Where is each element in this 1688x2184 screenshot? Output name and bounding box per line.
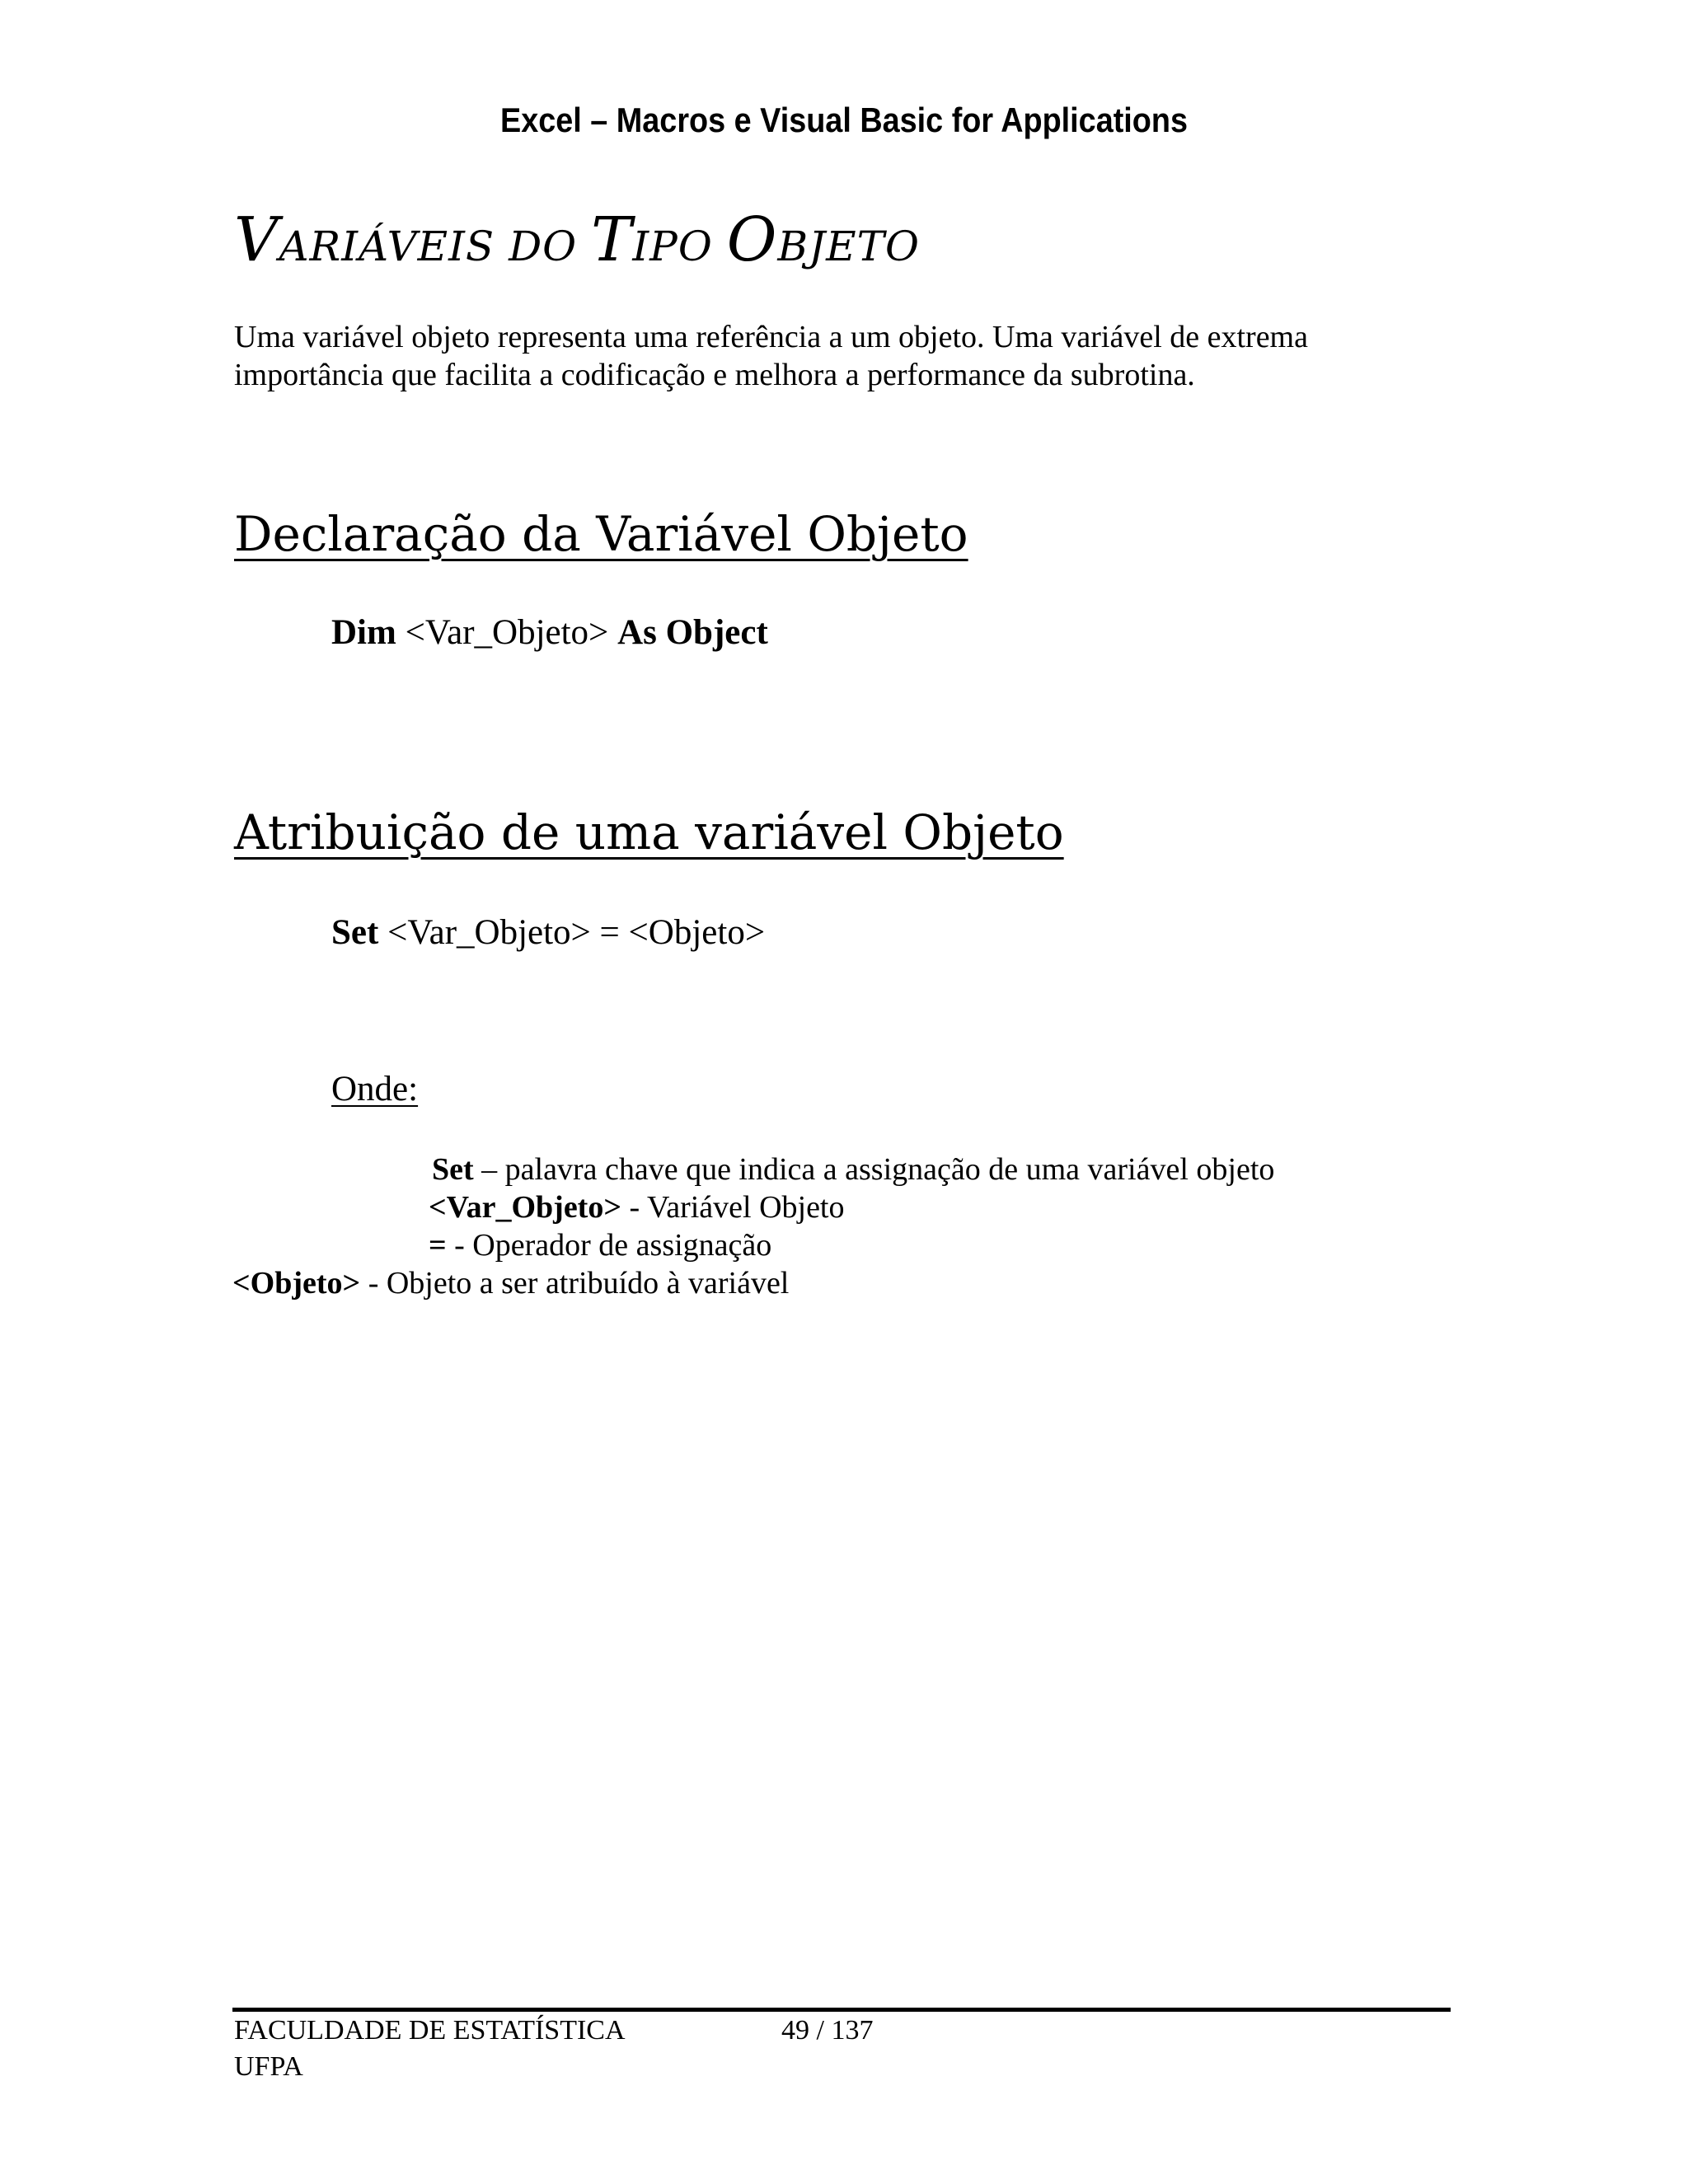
keyword-as-object: As Object: [617, 613, 768, 652]
title-initial-3: O: [726, 204, 778, 275]
footer-institution: [234, 2013, 626, 2085]
title-initial-2: T: [591, 204, 633, 275]
definition-item: [429, 1226, 771, 1264]
definition-description: – palavra chave que indica a assignação de uma variável objeto: [473, 1152, 1275, 1187]
declaration-variable: <Var_Objeto>: [396, 613, 618, 652]
where-label: Onde:: [331, 1070, 419, 1108]
definition-item: [429, 1188, 845, 1226]
definition-description: - Variável Objeto: [621, 1190, 845, 1225]
definition-description: - Operador de assignação: [446, 1228, 772, 1263]
intro-line-1: Uma variável objeto representa uma referência a um objeto. Uma variável de extrema: [234, 320, 1308, 354]
title-text-3: BJETO: [777, 223, 921, 270]
keyword-dim: Dim: [331, 613, 396, 652]
footer-divider: [232, 2008, 1451, 2012]
definition-term: Set: [432, 1152, 474, 1187]
intro-paragraph: [234, 318, 1308, 394]
title-text-2: IPO: [632, 223, 727, 270]
keyword-set: Set: [331, 913, 379, 952]
assignment-heading: Atribuição de uma variável Objeto: [234, 804, 1064, 860]
running-header: Excel – Macros e Visual Basic for Applications: [499, 101, 1189, 139]
definition-item: [432, 1151, 1274, 1188]
definition-description: - Objeto a ser atribuído à variável: [360, 1266, 790, 1301]
footer-institution-line-2: UFPA: [234, 2051, 303, 2082]
footer-institution-line-1: FACULDADE DE ESTATÍSTICA: [234, 2015, 626, 2046]
declaration-syntax: [331, 612, 768, 654]
definition-item: [232, 1264, 789, 1302]
definition-term: =: [429, 1228, 447, 1263]
title-initial-1: V: [234, 204, 279, 275]
intro-line-2: importância que facilita a codificação e melhora a performance da subrotina.: [234, 358, 1195, 392]
page-title: [234, 203, 920, 284]
definition-term: <Objeto>: [232, 1266, 361, 1301]
definition-term: <Var_Objeto>: [429, 1190, 621, 1225]
assignment-syntax: [331, 912, 765, 954]
declaration-heading: Declaração da Variável Objeto: [234, 506, 968, 562]
title-text-1: ARIÁVEIS DO: [279, 223, 592, 270]
page-number: 49 / 137: [781, 2015, 874, 2046]
assignment-expression: <Var_Objeto> = <Objeto>: [378, 913, 766, 952]
